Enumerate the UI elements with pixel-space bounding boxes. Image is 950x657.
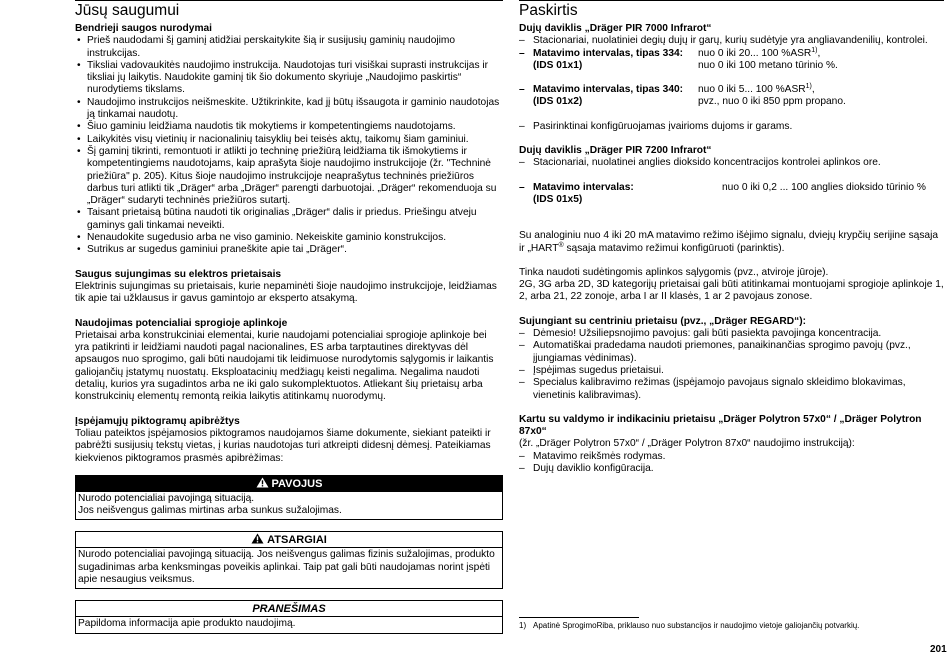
footnote-rule xyxy=(519,617,639,618)
range-7200-ids: (IDS 01x5) xyxy=(533,193,583,205)
list-item: – Dujų daviklio konfigūracija. xyxy=(519,463,944,475)
pir7200-range: – Matavimo intervalas: (IDS 01x5) nuo 0 iki 0,2 ... 100 anglies dioksido tūrinio % xyxy=(519,181,926,205)
footnote-text: Apatinė SprogimoRiba, priklauso nuo substancijos ir naudojimo vietoje galiojančių potvarkių. xyxy=(533,621,860,630)
danger-box-header xyxy=(76,476,502,492)
top-rule-right xyxy=(519,0,944,1)
explosive-atmosphere-text: Prietaisai arba konstrukciniai elementai, kurie naudojami potencialiai sprogioje aplinkoje bei yra patikrinti ir leidžiami naudoti pagal nacionalines, ES arba tarptautines direktyvas dėl apsaugos nuo sprogimo, gali būti naudojami tik leidimuose nurodytomis sąlygomis ir laikantis galiojančių įstatymų nuostatų. Eksploatacinių medžiagų keisti negalima. Negalima naudoti detalių, kurios yra sugadintos arba ne iki galo sukomplektuotos. Atliekant šių prietaisų arba konstrukcinių elementų remontą reikia laikytis atitinkamų nuorodymų. xyxy=(75,329,494,403)
pictograms-text: Toliau pateiktos įspėjamosios piktogramos naudojamos šiame dokumente, siekiant pateikti ir pabrėžti susijusių tekstų vietas, į kurias naudotojas turi atkreipti didesnį dėmesį. Pateikiamas kiekvienos piktogramos prasmės apibrėžimas: xyxy=(75,427,491,464)
punctuation: , xyxy=(811,84,815,96)
footnote-ref: 1) xyxy=(805,83,812,91)
notice-box xyxy=(75,600,503,633)
notice-text: Papildoma informacija apie produkto naudojimą. xyxy=(78,618,296,630)
list-item: • Taisant prietaisą būtina naudoti tik originalias „Dräger“ dalis ir priedus. Priešingu atveju gaminys gali tinkamai neveikti. xyxy=(75,207,503,232)
range-334-ids: (IDS 01x1) xyxy=(533,59,583,71)
pir7000-optional-list xyxy=(519,121,944,133)
warning-triangle-icon xyxy=(251,533,264,544)
danger-box xyxy=(75,475,503,521)
danger-label: PAVOJUS xyxy=(271,477,323,490)
punctuation: , xyxy=(817,47,821,59)
range-340-value: nuo 0 iki 5... 100 %ASR xyxy=(698,84,806,96)
list-item: • Šiuo gaminiu leidžiama naudotis tik mokytiems ir kompetentingiems naudotojams. xyxy=(75,121,503,133)
regard-list xyxy=(519,328,944,402)
general-safety-list xyxy=(75,35,503,256)
range-340-label: Matavimo intervalas, tipas 340: xyxy=(533,84,684,96)
list-item: • Prieš naudodami šį gaminį atidžiai perskaitykite šią ir susijusių gaminių naudojimo instrukcijas. xyxy=(75,35,503,60)
polytron-list xyxy=(519,451,944,476)
list-item: – Įspėjimas sugedus prietaisui. xyxy=(519,365,944,377)
list-item: • Laikykitės visų vietinių ir nacionalinių taisyklių bei teisės aktų, taikomų šiam gaminiui. xyxy=(75,134,503,146)
caution-label: ATSARGIAI xyxy=(267,534,327,547)
section-title-purpose: Paskirtis xyxy=(519,2,578,19)
list-item: – Stacionariai, nuolatinei anglies dioksido koncentracijos kontrolei aplinkos ore. xyxy=(519,157,944,169)
notice-label: PRANEŠIMAS xyxy=(252,603,326,616)
polytron-subtext: (žr. „Dräger Polytron 57x0“ / „Dräger Polytron 87x0“ naudojimo instrukciją): xyxy=(519,438,855,450)
heading-pictograms: Įspėjamųjų piktogramų apibrėžtys xyxy=(75,415,240,427)
range-334-value: nuo 0 iki 20... 100 %ASR xyxy=(698,47,812,59)
list-item: • Tiksliai vadovaukitės naudojimo instrukcija. Naudotojas turi visiškai suprasti instrukcijas ir tiksliai jų laikytis. Naudokite gaminį tik šio dokumento skyriuje „Naudojimo paskirtis“ nurodytiems tikslams. xyxy=(75,60,503,97)
heading-electric-connection: Saugus sujungimas su elektros prietaisais xyxy=(75,268,282,280)
footnote-number: 1) xyxy=(519,621,527,630)
pir7000-range-334: – Matavimo intervalas, tipas 334: (IDS 01x1) nuo 0 iki 20... 100 %ASR$^{1)}$, nuo 0 iki 100 metano tūrinio %. xyxy=(519,46,838,71)
list-item: – Pasirinktinai konfigūruojamas įvairioms dujoms ir garams. xyxy=(519,121,944,133)
page-number: 201 xyxy=(930,644,947,655)
heading-pir7000: Dujų daviklis „Dräger PIR 7000 Infrarot“ xyxy=(519,23,712,34)
analog-text-part: Su analoginiu nuo 4 iki 20 mA matavimo režimo išėjimo signalu, dviejų krypčių serijine sąsaja ir „HART xyxy=(519,230,939,254)
range-340-ids: (IDS 01x2) xyxy=(533,96,583,108)
range-7200-value: nuo 0 iki 0,2 ... 100 anglies dioksido tūrinio % xyxy=(722,181,926,193)
caution-box-header xyxy=(76,532,502,548)
range-334-label: Matavimo intervalas, tipas 334: xyxy=(533,47,684,59)
list-item: – Dėmesio! Užsiliepsnojimo pavojus: gali būti pasiekta pavojinga koncentracija. xyxy=(519,328,944,340)
list-item: – Matavimo reikšmės rodymas. xyxy=(519,451,944,463)
caution-text: Nurodo potencialiai pavojingą situaciją. Jos neišvengus galimas fizinis sužalojimas, produkto sugadinimas arba kenksmingas poveikis aplinkai. Taip pat gali būti naudojamas norint įspėti apie nesaugius veiksmus. xyxy=(78,549,495,585)
heading-general-safety: Bendrieji saugos nurodymai xyxy=(75,23,212,34)
analog-output-text xyxy=(519,230,944,255)
environment-text-1: Tinka naudoti sudėtingomis aplinkos sąlygomis (pvz., atviroje jūroje). xyxy=(519,266,829,278)
range-334-methane: nuo 0 iki 100 metano tūrinio %. xyxy=(698,59,838,71)
registered-mark: ® xyxy=(558,241,564,249)
list-item: – Specialus kalibravimo režimas (įspėjamojo pavojaus signalo skleidimo blokavimas, vienetinis kalibravimas). xyxy=(519,377,944,402)
range-7200-label: Matavimo intervalas: xyxy=(533,181,634,193)
list-item: • Sutrikus ar sugedus gaminiui praneškite apie tai „Dräger“. xyxy=(75,244,503,256)
heading-polytron: Kartu su valdymo ir indikaciniu prietaisu „Dräger Polytron 57x0“ / „Dräger Polytron 87x0“ xyxy=(519,413,922,438)
heading-regard: Sujungiant su centriniu prietaisu (pvz., „Dräger REGARD“): xyxy=(519,315,806,327)
warning-triangle-icon xyxy=(256,477,269,488)
caution-box xyxy=(75,531,503,589)
range-340-propane: pvz., nuo 0 iki 850 ppm propano. xyxy=(698,96,846,108)
danger-text: Nurodo potencialiai pavojingą situaciją. Jos neišvengus galimas mirtinas arba sunkus sužalojimas. xyxy=(78,492,342,517)
section-title-safety: Jūsų saugumui xyxy=(75,2,180,19)
footnote-ref: 1) xyxy=(811,46,818,54)
footnote xyxy=(519,621,944,631)
list-item: • Nenaudokite sugedusio arba ne viso gaminio. Nekeiskite gaminio konstrukcijos. xyxy=(75,232,503,244)
list-item: – Automatiškai pradedama naudoti priemones, panaikinančias sprogimo pavojų (pvz., įjungiamas vėdinimas). xyxy=(519,340,944,365)
pir7000-range-340: – Matavimo intervalas, tipas 340: (IDS 01x2) nuo 0 iki 5... 100 %ASR$^{1)}$, pvz., nuo 0 iki 850 ppm propano. xyxy=(519,83,846,108)
list-item: • Šį gaminį tikrinti, remontuoti ir atlikti jo techninę priežiūrą leidžiama tik išmokytiems ir kompetentingiems naudotojams, kaip aprašyta šioje naudojimo instrukcijoje (žr. "Techninė priežiūra" p. 205). Kitus šioje naudojimo instrukcijoje neaprašytus techninės priežiūros darbus turi atlikti tik „Dräger“ arba „Dräger“ parengti darbuotojai. „Dräger“ rekomenduoja su „Dräger“ sudaryti techninės priežiūros sutartį. xyxy=(75,146,503,207)
electric-connection-text: Elektrinis sujungimas su prietaisais, kurie nepaminėti šioje naudojimo instrukcijoje, leidžiamas tik apie tai užklausus ir gavus gamintojo ar eksperto atsakymą. xyxy=(75,280,497,305)
notice-box-header xyxy=(76,601,502,617)
list-item: – Stacionariai, nuolatiniei degių dujų ir garų, kurių sudėtyje yra angliavandenilių, kontrolei. xyxy=(519,35,944,47)
environment-text-2: 2G, 3G arba 2D, 3D kategorijų prietaisai gali būti atitinkamai montuojami sprogioje aplinkoje 1, 2, arba 21, 22 zonoje, arba I ar II klasės, 1 ar 2 pavojaus zonose. xyxy=(519,279,944,303)
pir7200-desc-list xyxy=(519,157,944,169)
pir7000-desc-list xyxy=(519,35,944,47)
heading-explosive-atmosphere: Naudojimas potencialiai sprogioje aplinkoje xyxy=(75,317,288,329)
footnote-area xyxy=(519,617,944,631)
top-rule-left xyxy=(75,0,503,1)
list-item: • Naudojimo instrukcijos neišmeskite. Užtikrinkite, kad jį būtų išsaugota ir gaminio naudotojas ją tinkamai naudotų. xyxy=(75,97,503,122)
analog-text-part: sąsaja matavimo režimui konfigūruoti (parinktis). xyxy=(563,242,785,254)
heading-pir7200: Dujų daviklis „Dräger PIR 7200 Infrarot“ xyxy=(519,145,712,157)
